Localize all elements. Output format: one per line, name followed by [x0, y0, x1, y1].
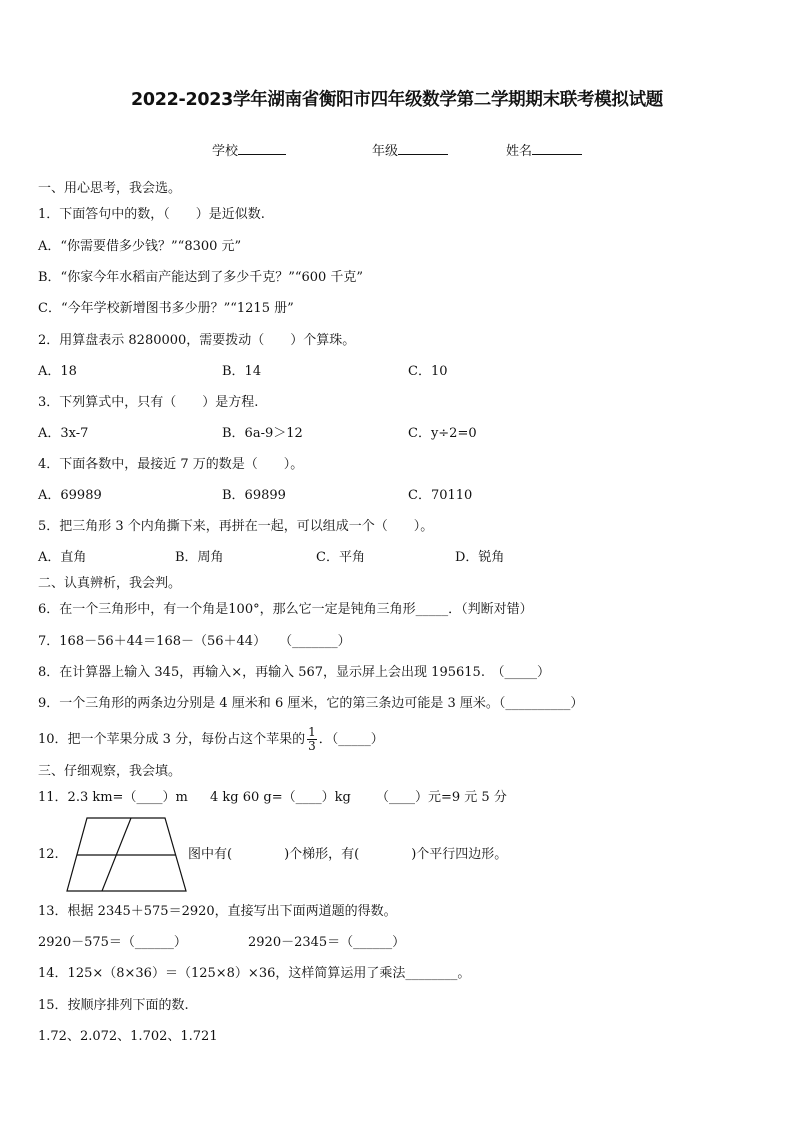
q10-text: 10．把一个苹果分成 3 分，每份占这个苹果的	[38, 732, 306, 747]
section-2-heading: 二、认真辨析，我会判。	[38, 576, 182, 591]
q15-list: 1.72、2.072、1.702、1.721	[38, 1029, 218, 1044]
q2-stem: 2．用算盘表示 8280000，需要拨动（ ）个算珠。	[38, 333, 356, 348]
q11-part-c: （____）元=9 元 5 分	[376, 790, 507, 805]
q1-option-c: C．“今年学校新增图书多少册？”“1215 册”	[38, 301, 294, 316]
section-1-heading: 一、用心思考，我会选。	[38, 181, 182, 196]
grade-field	[372, 140, 448, 159]
q3-option-c: C．y÷2=0	[408, 426, 477, 441]
q11-part-b: 4 kg 60 g=（____）kg	[210, 790, 351, 805]
q10	[38, 723, 384, 757]
school-label: 学校	[212, 144, 239, 159]
trapezoid-figure	[64, 816, 190, 894]
q7: 7．168－56＋44＝168－（56＋44） （_______）	[38, 634, 351, 649]
school-field	[212, 140, 286, 159]
name-label: 姓名	[506, 144, 533, 159]
q14: 14．125×（8×36）＝（125×8）×36，这样简算运用了乘法________。	[38, 966, 471, 981]
section-3-heading: 三、仔细观察，我会填。	[38, 764, 182, 779]
q6: 6．在一个三角形中，有一个角是100°，那么它一定是钝角三角形_____．（判断对错）	[38, 602, 533, 617]
q12-text: 图中有( )个梯形，有( )个平行四边形。	[188, 847, 508, 862]
grade-blank	[398, 154, 448, 155]
q3-option-a: A．3x-7	[38, 426, 89, 441]
q4-stem: 4．下面各数中，最接近 7 万的数是（ ）。	[38, 457, 304, 472]
q5-option-b: B．周角	[175, 550, 224, 565]
q2-option-c: C．10	[408, 364, 448, 379]
q5-option-a: A．直角	[38, 550, 87, 565]
q15-stem: 15．按顺序排列下面的数.	[38, 998, 189, 1013]
grade-label: 年级	[372, 144, 399, 159]
q5-stem: 5．把三角形 3 个内角撕下来，再拼在一起，可以组成一个（ ）。	[38, 519, 434, 534]
q1-option-b: B．“你家今年水稻亩产能达到了多少千克？”“600 千克”	[38, 270, 364, 285]
q1-option-a: A．“你需要借多少钱？”“8300 元”	[38, 239, 242, 254]
q4-option-c: C．70110	[408, 488, 473, 503]
name-blank	[532, 154, 582, 155]
q4-option-a: A．69989	[38, 488, 102, 503]
q3-stem: 3．下列算式中，只有（ ）是方程.	[38, 395, 259, 410]
q10-denominator: 3	[308, 739, 316, 753]
q10-fraction	[307, 726, 317, 753]
q13-stem: 13．根据 2345＋575＝2920，直接写出下面两道题的得数。	[38, 904, 397, 919]
page-title: 2022-2023学年湖南省衡阳市四年级数学第二学期期末联考模拟试题	[131, 90, 663, 110]
q4-option-b: B．69899	[222, 488, 286, 503]
q5-option-d: D．锐角	[455, 550, 505, 565]
school-blank	[238, 154, 286, 155]
q9: 9．一个三角形的两条边分别是 4 厘米和 6 厘米，它的第三条边可能是 3 厘米。（__________）	[38, 696, 584, 711]
q2-option-a: A．18	[38, 364, 77, 379]
q12-number: 12.	[38, 847, 59, 862]
q13-part-b: 2920－2345＝（______）	[248, 935, 406, 950]
name-field	[506, 140, 582, 159]
q5-option-c: C．平角	[316, 550, 365, 565]
q13-part-a: 2920－575＝（______）	[38, 935, 187, 950]
q3-option-b: B．6a-9＞12	[222, 426, 303, 441]
q2-option-b: B．14	[222, 364, 262, 379]
q10-answer: ．（_____）	[318, 732, 384, 747]
q8: 8．在计算器上输入 345，再输入×，再输入 567，显示屏上会出现 195615. （_____）	[38, 665, 550, 680]
q1-stem: 1．下面答句中的数，（ ）是近似数.	[38, 207, 265, 222]
q11-part-a: 11．2.3 km=（____）m	[38, 790, 188, 805]
q10-numerator: 1	[308, 725, 316, 739]
